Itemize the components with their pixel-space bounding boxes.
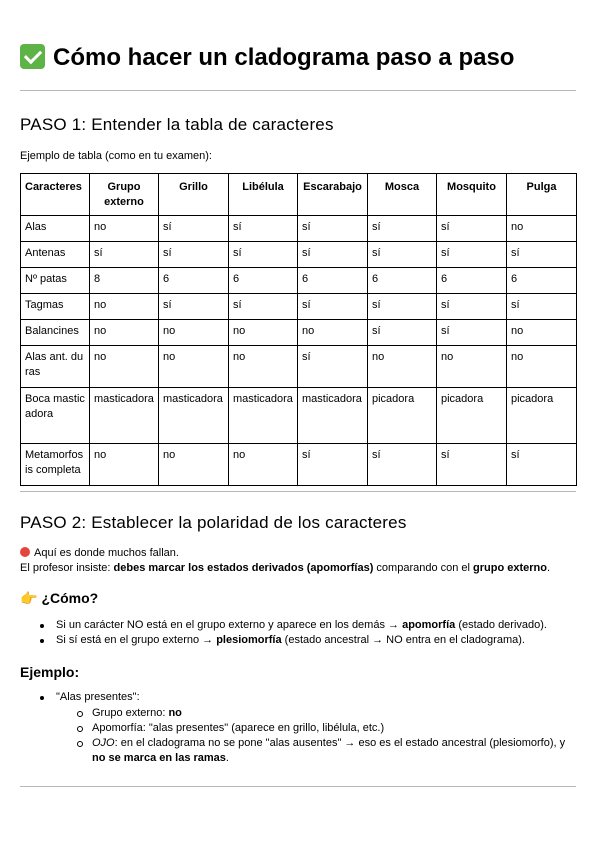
table-cell: no [437,346,507,388]
table-cell: masticadora [90,388,159,444]
table-cell: sí [437,320,507,346]
table-cell: sí [159,294,229,320]
table-cell: no [298,320,368,346]
example-list [20,690,140,705]
table-cell: no [507,320,577,346]
table-cell: sí [507,444,577,486]
table-cell: Nº patas [21,268,90,294]
table-cell: Alas ant. duras [21,346,90,388]
table-cell: sí [368,444,437,486]
table-row [21,268,577,294]
pointing-hand-icon: 👉 [20,590,38,606]
table-row [21,346,577,388]
table-cell: sí [298,444,368,486]
list-item: Apomorfía: "alas presentes" (aparece en grillo, libélula, etc.) [20,721,565,736]
table-row [21,294,577,320]
table-header-cell: Libélula [229,174,298,216]
example-heading: Ejemplo: [20,664,80,680]
table-cell: sí [507,294,577,320]
table-cell: sí [159,216,229,242]
table-cell: no [90,444,159,486]
table-cell: no [159,320,229,346]
table-cell: Metamorfosis completa [21,444,90,486]
table-cell: sí [368,320,437,346]
step1-heading: PASO 1: Entender la tabla de caracteres [20,115,334,134]
list-item: Grupo externo: no [20,706,565,721]
table-cell: no [90,216,159,242]
list-item: Si un carácter NO está en el grupo externo y aparece en los demás → apomorfía (estado derivado). [20,618,547,633]
table-cell: no [90,346,159,388]
table-cell: Alas [21,216,90,242]
table-cell: Antenas [21,242,90,268]
list-item: OJO: en el cladograma no se pone "alas ausentes" → eso es el estado ancestral (plesiomorfo), y [20,736,565,751]
table-row [21,444,577,486]
table-cell: masticadora [159,388,229,444]
table-header-cell: Grupo externo [90,174,159,216]
list-item: Si sí está en el grupo externo → plesiomorfía (estado ancestral → NO entra en el cladograma). [20,633,547,648]
table-cell: picadora [437,388,507,444]
table-cell: sí [507,242,577,268]
table-cell: Boca masticadora [21,388,90,444]
table-cell: no [229,444,298,486]
table-cell: picadora [507,388,577,444]
table-cell: no [507,216,577,242]
table-header-cell: Caracteres [21,174,90,216]
divider [20,786,576,787]
table-cell: sí [368,294,437,320]
step1-intro: Ejemplo de tabla (como en tu examen): [20,150,212,162]
table-header-cell: Mosca [368,174,437,216]
table-cell: no [507,346,577,388]
table-cell: no [229,346,298,388]
table-body [21,216,577,486]
table-cell: no [368,346,437,388]
list-item-continuation: no se marca en las ramas. [92,752,229,764]
table-cell: masticadora [298,388,368,444]
how-list [20,618,547,648]
table-cell: sí [298,294,368,320]
table-cell: sí [368,216,437,242]
table-cell: no [229,320,298,346]
table-cell: sí [368,242,437,268]
table-cell: 6 [507,268,577,294]
insist-line: El profesor insiste: debes marcar los estados derivados (apomorfías) comparando con el grupo externo. [20,562,551,574]
table-cell: 6 [368,268,437,294]
page-title: Cómo hacer un cladograma paso a paso [20,42,514,74]
table-header-cell: Grillo [159,174,229,216]
table-cell: Tagmas [21,294,90,320]
divider [20,90,576,91]
warning-line: Aquí es donde muchos fallan. [20,545,179,561]
table-cell: sí [229,294,298,320]
table-cell: sí [229,242,298,268]
table-header-cell: Escarabajo [298,174,368,216]
example-sublist [20,706,565,766]
step2-heading: PASO 2: Establecer la polaridad de los caracteres [20,513,407,532]
table-cell: picadora [368,388,437,444]
table-cell: Balancines [21,320,90,346]
table-cell: sí [298,216,368,242]
table-header-cell: Mosquito [437,174,507,216]
table-cell: no [159,444,229,486]
table-header-row [21,174,577,216]
table-cell: 6 [437,268,507,294]
check-mark-icon [20,44,45,69]
table-cell: sí [437,444,507,486]
table-cell: no [159,346,229,388]
how-heading: 👉 ¿Cómo? [20,590,99,606]
table-cell: sí [90,242,159,268]
table-cell: sí [298,242,368,268]
table-row [21,242,577,268]
table-row [21,388,577,444]
table-cell: 6 [298,268,368,294]
list-item: "Alas presentes": [20,690,140,705]
table-row [21,216,577,242]
table-cell: sí [437,294,507,320]
table-cell: sí [229,216,298,242]
table-cell: masticadora [229,388,298,444]
table-cell: sí [298,346,368,388]
table-cell: 6 [229,268,298,294]
table-cell: sí [159,242,229,268]
table-cell: no [90,320,159,346]
table-header-cell: Pulga [507,174,577,216]
red-circle-icon [20,547,30,557]
characters-table [20,173,577,486]
table-cell: no [90,294,159,320]
table-cell: sí [437,242,507,268]
table-cell: sí [437,216,507,242]
table-cell: 8 [90,268,159,294]
divider [20,491,576,492]
table-row [21,320,577,346]
table-cell: 6 [159,268,229,294]
